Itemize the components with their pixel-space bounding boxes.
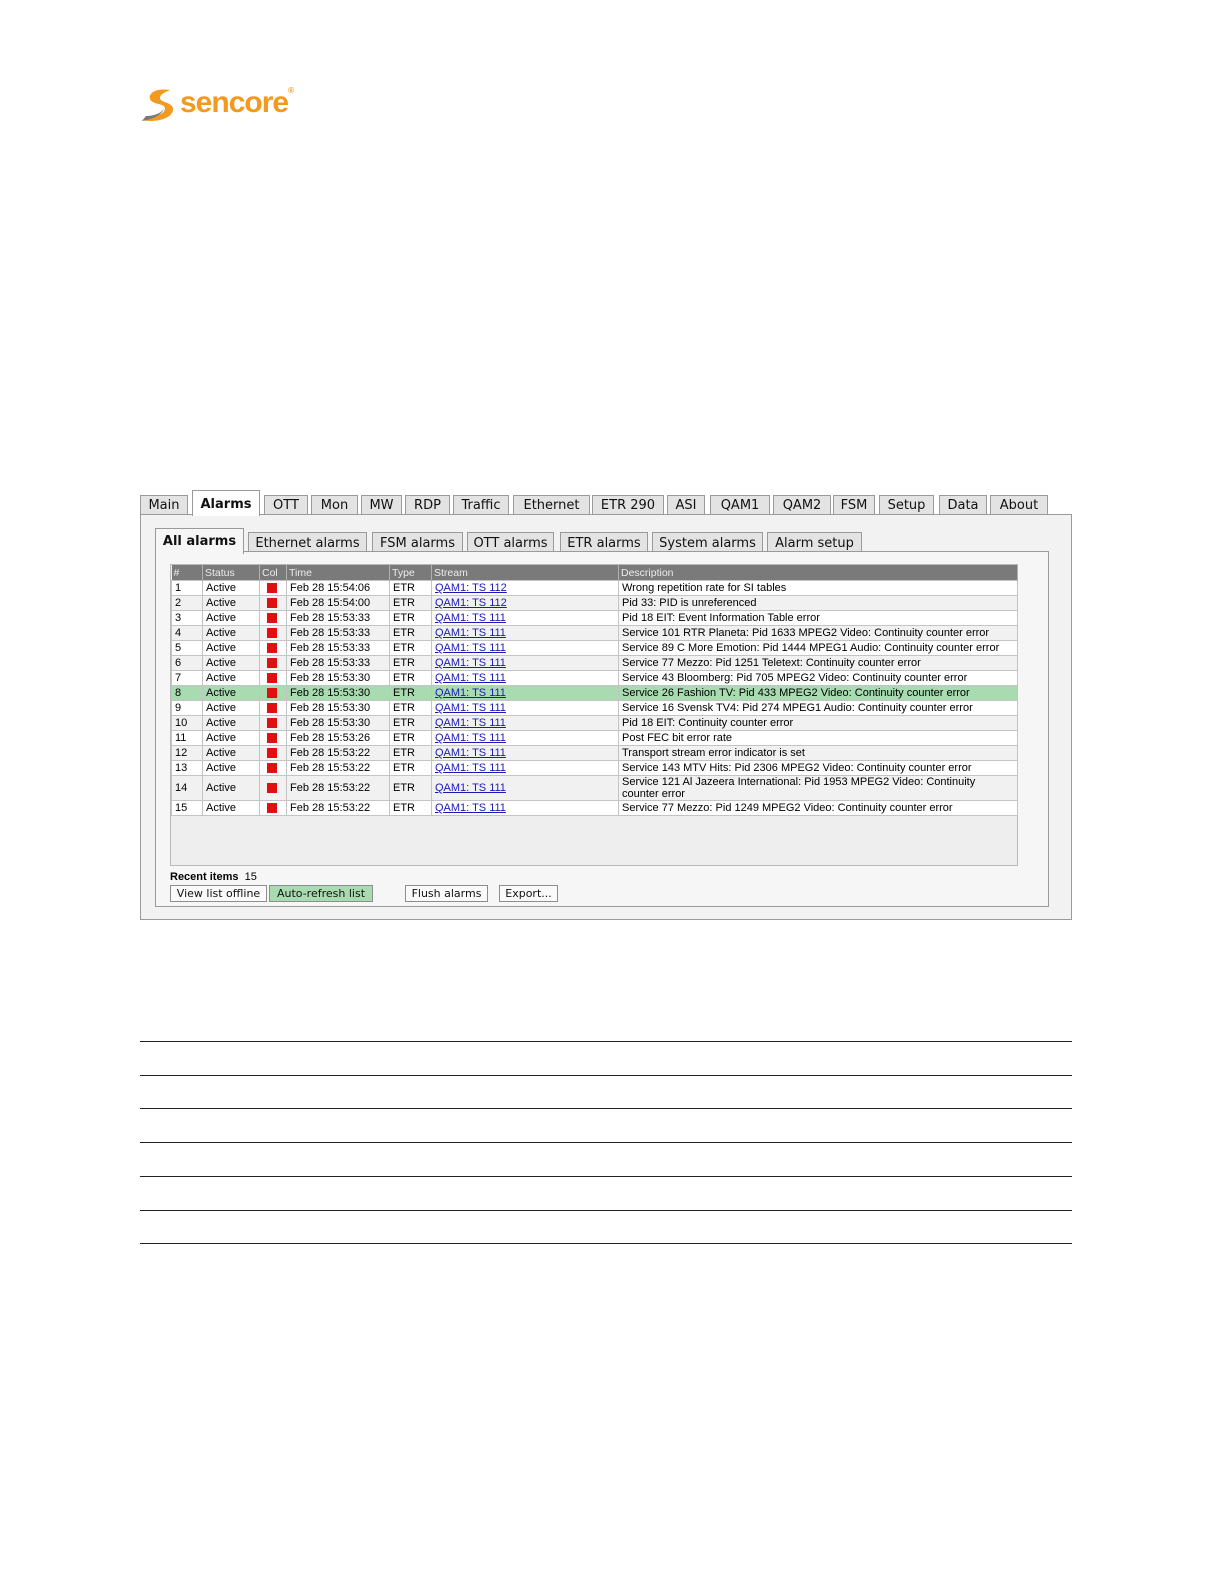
status-color-indicator	[267, 703, 277, 713]
main-tab-bar	[140, 490, 1072, 515]
cell-time: Feb 28 15:53:33	[287, 611, 390, 626]
tab-qam1[interactable]: QAM1	[710, 495, 770, 515]
cell-stream	[432, 761, 619, 776]
cell-number: 15	[172, 801, 203, 816]
cell-description: Service 77 Mezzo: Pid 1251 Teletext: Continuity counter error	[619, 656, 1018, 671]
cell-color	[260, 581, 287, 596]
tab-ott[interactable]: OTT	[264, 495, 308, 515]
cell-color	[260, 641, 287, 656]
cell-time: Feb 28 15:53:33	[287, 641, 390, 656]
cell-type: ETR	[390, 611, 432, 626]
cell-description: Pid 33: PID is unreferenced	[619, 596, 1018, 611]
table-row[interactable]	[172, 641, 1018, 656]
cell-description: Pid 18 EIT: Continuity counter error	[619, 716, 1018, 731]
cell-time: Feb 28 15:53:26	[287, 731, 390, 746]
status-color-indicator	[267, 658, 277, 668]
tab-qam2[interactable]: QAM2	[773, 495, 831, 515]
stream-link[interactable]: QAM1: TS 111	[435, 612, 506, 624]
table-row[interactable]	[172, 701, 1018, 716]
cell-number: 13	[172, 761, 203, 776]
tab-asi[interactable]: ASI	[667, 495, 705, 515]
tab-rdp[interactable]: RDP	[405, 495, 450, 515]
cell-type: ETR	[390, 626, 432, 641]
export-button[interactable]: Export...	[499, 885, 558, 902]
cell-stream	[432, 716, 619, 731]
rule-line	[140, 1176, 1072, 1177]
cell-color	[260, 596, 287, 611]
tab-etr-290[interactable]: ETR 290	[592, 495, 664, 515]
cell-type: ETR	[390, 686, 432, 701]
view-list-offline-button[interactable]: View list offline	[170, 885, 267, 902]
cell-type: ETR	[390, 701, 432, 716]
cell-color	[260, 686, 287, 701]
col-header-time[interactable]: Time	[287, 565, 390, 581]
cell-type: ETR	[390, 746, 432, 761]
cell-color	[260, 731, 287, 746]
status-color-indicator	[267, 583, 277, 593]
cell-status: Active	[203, 761, 260, 776]
cell-number: 6	[172, 656, 203, 671]
table-row[interactable]	[172, 716, 1018, 731]
stream-link[interactable]: QAM1: TS 111	[435, 627, 506, 639]
cell-number: 9	[172, 701, 203, 716]
cell-color	[260, 746, 287, 761]
cell-type: ETR	[390, 641, 432, 656]
cell-status: Active	[203, 686, 260, 701]
tab-about[interactable]: About	[990, 495, 1048, 515]
cell-stream	[432, 776, 619, 801]
table-row[interactable]	[172, 611, 1018, 626]
status-color-indicator	[267, 673, 277, 683]
subtab-system-alarms[interactable]: System alarms	[652, 532, 763, 552]
cell-status: Active	[203, 746, 260, 761]
cell-type: ETR	[390, 801, 432, 816]
cell-status: Active	[203, 596, 260, 611]
col-header-color[interactable]: Col	[260, 565, 287, 581]
status-color-indicator	[267, 803, 277, 813]
cell-color	[260, 611, 287, 626]
status-color-indicator	[267, 613, 277, 623]
cell-time: Feb 28 15:53:30	[287, 701, 390, 716]
status-color-indicator	[267, 748, 277, 758]
cell-description: Service 121 Al Jazeera International: Pid 1953 MPEG2 Video: Continuity counter error	[619, 776, 1018, 801]
subtab-fsm-alarms[interactable]: FSM alarms	[372, 532, 463, 552]
cell-status: Active	[203, 731, 260, 746]
rule-line	[140, 1142, 1072, 1143]
cell-number: 4	[172, 626, 203, 641]
cell-time: Feb 28 15:53:33	[287, 656, 390, 671]
status-color-indicator	[267, 783, 277, 793]
cell-description: Transport stream error indicator is set	[619, 746, 1018, 761]
cell-description: Pid 18 EIT: Event Information Table error	[619, 611, 1018, 626]
alarms-panel	[140, 514, 1072, 920]
cell-stream	[432, 801, 619, 816]
table-row[interactable]	[172, 731, 1018, 746]
cell-stream	[432, 596, 619, 611]
stream-link[interactable]: QAM1: TS 111	[435, 782, 506, 794]
flush-alarms-button[interactable]: Flush alarms	[405, 885, 488, 902]
cell-color	[260, 671, 287, 686]
cell-time: Feb 28 15:53:30	[287, 671, 390, 686]
table-row[interactable]	[172, 746, 1018, 761]
stream-link[interactable]: QAM1: TS 111	[435, 657, 506, 669]
table-row[interactable]	[172, 801, 1018, 816]
table-row[interactable]	[172, 776, 1018, 801]
cell-stream	[432, 746, 619, 761]
tab-mon[interactable]: Mon	[311, 495, 358, 515]
cell-type: ETR	[390, 731, 432, 746]
cell-status: Active	[203, 626, 260, 641]
cell-number: 5	[172, 641, 203, 656]
tab-fsm[interactable]: FSM	[833, 495, 875, 515]
cell-stream	[432, 731, 619, 746]
cell-stream	[432, 686, 619, 701]
stream-link[interactable]: QAM1: TS 111	[435, 802, 506, 814]
col-header-type[interactable]: Type	[390, 565, 432, 581]
cell-time: Feb 28 15:53:30	[287, 716, 390, 731]
table-row[interactable]	[172, 686, 1018, 701]
status-color-indicator	[267, 598, 277, 608]
status-color-indicator	[267, 733, 277, 743]
cell-stream	[432, 641, 619, 656]
col-header-stream[interactable]: Stream	[432, 565, 619, 581]
tab-mw[interactable]: MW	[361, 495, 402, 515]
tab-ethernet[interactable]: Ethernet	[513, 495, 590, 515]
cell-time: Feb 28 15:53:22	[287, 761, 390, 776]
auto-refresh-list-button[interactable]: Auto-refresh list	[269, 885, 373, 902]
cell-number: 1	[172, 581, 203, 596]
cell-number: 8	[172, 686, 203, 701]
table-row[interactable]	[172, 656, 1018, 671]
cell-description: Wrong repetition rate for SI tables	[619, 581, 1018, 596]
recent-items-label: Recent items	[170, 871, 239, 883]
table-row[interactable]	[172, 761, 1018, 776]
rule-line	[140, 1243, 1072, 1244]
cell-description: Service 89 C More Emotion: Pid 1444 MPEG1 Audio: Continuity counter error	[619, 641, 1018, 656]
cell-color	[260, 776, 287, 801]
cell-color	[260, 626, 287, 641]
cell-stream	[432, 611, 619, 626]
col-header-status[interactable]: Status	[203, 565, 260, 581]
stream-link[interactable]: QAM1: TS 111	[435, 642, 506, 654]
rule-line	[140, 1041, 1072, 1042]
status-color-indicator	[267, 643, 277, 653]
subtab-etr-alarms[interactable]: ETR alarms	[560, 532, 648, 552]
cell-number: 11	[172, 731, 203, 746]
cell-time: Feb 28 15:53:22	[287, 776, 390, 801]
stream-link[interactable]: QAM1: TS 111	[435, 672, 506, 684]
table-row[interactable]	[172, 671, 1018, 686]
cell-time: Feb 28 15:54:06	[287, 581, 390, 596]
cell-color	[260, 701, 287, 716]
cell-time: Feb 28 15:53:33	[287, 626, 390, 641]
alarm-table	[171, 565, 1018, 816]
cell-stream	[432, 671, 619, 686]
cell-type: ETR	[390, 596, 432, 611]
stream-link[interactable]: QAM1: TS 111	[435, 732, 506, 744]
cell-time: Feb 28 15:53:30	[287, 686, 390, 701]
logo-wordmark: sencore®	[180, 86, 293, 119]
cell-type: ETR	[390, 761, 432, 776]
stream-link[interactable]: QAM1: TS 111	[435, 747, 506, 759]
rule-line	[140, 1075, 1072, 1076]
subtab-ethernet-alarms[interactable]: Ethernet alarms	[248, 532, 367, 552]
cell-stream	[432, 626, 619, 641]
alarm-sub-tab-bar	[155, 528, 1055, 552]
rule-line	[140, 1108, 1072, 1109]
cell-number: 12	[172, 746, 203, 761]
col-header-description[interactable]: Description	[619, 565, 1018, 581]
cell-description: Service 26 Fashion TV: Pid 433 MPEG2 Video: Continuity counter error	[619, 686, 1018, 701]
cell-color	[260, 656, 287, 671]
cell-status: Active	[203, 671, 260, 686]
cell-description: Service 77 Mezzo: Pid 1249 MPEG2 Video: Continuity counter error	[619, 801, 1018, 816]
stream-link[interactable]: QAM1: TS 112	[435, 582, 507, 594]
cell-time: Feb 28 15:53:22	[287, 746, 390, 761]
cell-color	[260, 716, 287, 731]
cell-status: Active	[203, 656, 260, 671]
cell-status: Active	[203, 611, 260, 626]
all-alarms-panel	[155, 551, 1049, 907]
subtab-ott-alarms[interactable]: OTT alarms	[467, 532, 554, 552]
monitor-app	[140, 490, 1072, 920]
stream-link[interactable]: QAM1: TS 112	[435, 597, 507, 609]
cell-status: Active	[203, 581, 260, 596]
status-color-indicator	[267, 688, 277, 698]
cell-status: Active	[203, 801, 260, 816]
table-row[interactable]	[172, 596, 1018, 611]
cell-number: 2	[172, 596, 203, 611]
sencore-logo	[140, 84, 300, 128]
cell-time: Feb 28 15:54:00	[287, 596, 390, 611]
cell-number: 10	[172, 716, 203, 731]
tab-data[interactable]: Data	[939, 495, 987, 515]
cell-description: Service 16 Svensk TV4: Pid 274 MPEG1 Audio: Continuity counter error	[619, 701, 1018, 716]
status-color-indicator	[267, 628, 277, 638]
subtab-alarm-setup[interactable]: Alarm setup	[767, 532, 862, 552]
sencore-swoosh-icon	[140, 86, 180, 126]
cell-type: ETR	[390, 776, 432, 801]
stream-link[interactable]: QAM1: TS 111	[435, 717, 506, 729]
subtab-all-alarms[interactable]: All alarms	[155, 528, 244, 554]
col-header-number[interactable]: #	[172, 565, 203, 581]
cell-description: Service 43 Bloomberg: Pid 705 MPEG2 Video: Continuity counter error	[619, 671, 1018, 686]
cell-time: Feb 28 15:53:22	[287, 801, 390, 816]
status-color-indicator	[267, 763, 277, 773]
table-row[interactable]	[172, 581, 1018, 596]
cell-type: ETR	[390, 581, 432, 596]
alarm-table-container	[170, 564, 1018, 866]
recent-items	[170, 871, 257, 883]
cell-number: 14	[172, 776, 203, 801]
rule-line	[140, 1210, 1072, 1211]
cell-number: 7	[172, 671, 203, 686]
cell-stream	[432, 581, 619, 596]
cell-stream	[432, 701, 619, 716]
status-color-indicator	[267, 718, 277, 728]
cell-stream	[432, 656, 619, 671]
stream-link[interactable]: QAM1: TS 111	[435, 687, 506, 699]
cell-status: Active	[203, 701, 260, 716]
cell-description: Post FEC bit error rate	[619, 731, 1018, 746]
cell-type: ETR	[390, 671, 432, 686]
cell-type: ETR	[390, 716, 432, 731]
cell-number: 3	[172, 611, 203, 626]
cell-type: ETR	[390, 656, 432, 671]
recent-items-count: 15	[244, 871, 257, 883]
alarm-table-header	[172, 565, 1018, 581]
tab-main[interactable]: Main	[140, 495, 188, 515]
cell-status: Active	[203, 716, 260, 731]
cell-status: Active	[203, 776, 260, 801]
cell-description: Service 143 MTV Hits: Pid 2306 MPEG2 Video: Continuity counter error	[619, 761, 1018, 776]
tab-traffic[interactable]: Traffic	[453, 495, 509, 515]
stream-link[interactable]: QAM1: TS 111	[435, 702, 506, 714]
cell-color	[260, 801, 287, 816]
tab-setup[interactable]: Setup	[879, 495, 934, 515]
stream-link[interactable]: QAM1: TS 111	[435, 762, 506, 774]
cell-description: Service 101 RTR Planeta: Pid 1633 MPEG2 Video: Continuity counter error	[619, 626, 1018, 641]
tab-alarms[interactable]: Alarms	[192, 490, 260, 516]
cell-color	[260, 761, 287, 776]
table-row[interactable]	[172, 626, 1018, 641]
cell-status: Active	[203, 641, 260, 656]
